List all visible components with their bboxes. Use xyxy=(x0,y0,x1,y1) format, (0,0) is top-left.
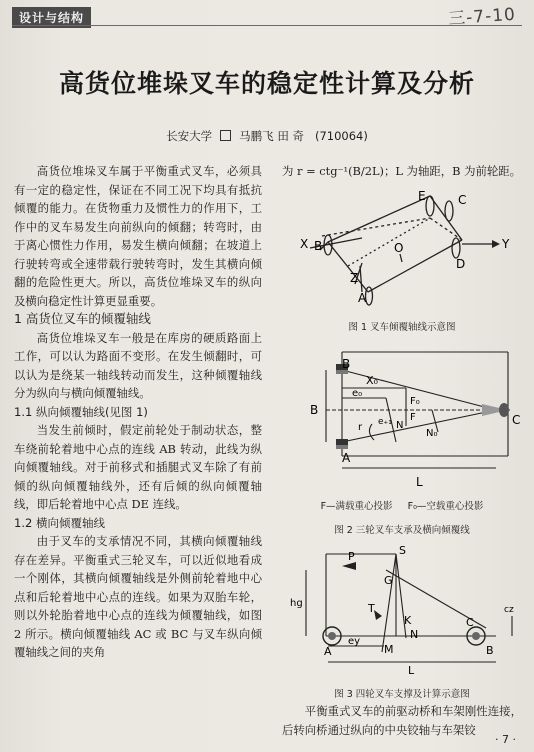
fig3-label-a: A xyxy=(324,645,332,658)
handwritten-note: 三-7-10 xyxy=(447,4,517,30)
fig1-label-x: X xyxy=(300,237,309,251)
fig2-label-f: F xyxy=(410,412,416,423)
fig3-label-m: M xyxy=(384,643,394,656)
affiliation: 长安大学 xyxy=(166,129,213,143)
fig1-label-c: C xyxy=(458,193,467,207)
fig3-label-t: T xyxy=(368,602,375,615)
fig3-label-l: L xyxy=(408,664,415,677)
left-column xyxy=(14,162,262,662)
figure-2-diagram xyxy=(286,340,522,492)
header-rule xyxy=(12,25,522,26)
fig3-label-ey: ey xyxy=(348,636,361,647)
authors: 马鹏飞 田 奇 xyxy=(239,129,304,143)
section-1-paragraph: 高货位堆垛叉车一般是在库房的硬质路面上工作，可以认为路面不变形。在发生倾翻时，可以认为是绕某一轴线转动而发生，这种倾覆轴线分为纵向与横向倾覆轴线。 xyxy=(14,330,262,400)
section-tag: 设计与结构 xyxy=(12,7,91,28)
separator-box xyxy=(220,130,231,141)
fig3-label-s: S xyxy=(399,544,406,557)
fig2-label-r: r xyxy=(358,422,363,433)
fig3-label-n: N xyxy=(410,628,419,641)
fig3-label-g: G xyxy=(384,574,393,587)
fig3-label-k: K xyxy=(404,614,412,627)
fig3-label-p: P xyxy=(348,550,355,563)
fig2-label-e1: e₊₁ xyxy=(378,417,392,427)
fig2-label-f0: F₀ xyxy=(410,396,420,407)
formula-line: 为 r = ctg⁻¹(B/2L)；L 为轴距，B 为前轮距。 xyxy=(282,164,522,178)
fig1-label-d: D xyxy=(456,257,466,271)
legend-f: F—满载重心投影 xyxy=(320,501,393,512)
fig3-label-c: C xyxy=(466,616,474,629)
figure-1-diagram xyxy=(290,188,516,312)
bottom-paragraph xyxy=(282,702,522,739)
figure-3-caption: 图 3 四轮叉车支撑及计算示意图 xyxy=(334,689,470,700)
article-title: 高货位堆垛叉车的稳定性计算及分析 xyxy=(58,69,475,98)
fig3-label-hg: hg xyxy=(290,598,303,609)
fig1-label-a: A xyxy=(358,291,367,305)
figure-3-diagram xyxy=(286,540,522,680)
subsection-1-1-paragraph: 当发生前倾时，假定前轮处于制动状态，整车绕前轮着地中心点的连线 AB 转动，此线为纵向倾覆轴线。对于前移式和插腿式叉车除了有前倾的纵向倾覆轴线外，还有后倾的纵向倾覆轴线，即后轮着地中心点 DE 连线。 xyxy=(14,423,262,511)
postcode: (710064) xyxy=(314,129,368,143)
page-number: · 7 · xyxy=(495,733,516,746)
legend-f0: F₀—空载重心投影 xyxy=(407,501,484,512)
fig2-label-x0: X₀ xyxy=(366,374,378,387)
fig2-label-b: B xyxy=(342,357,351,371)
fig1-label-e: E xyxy=(418,189,426,203)
fig1-label-o: O xyxy=(394,241,404,255)
bottom-paragraph-text: 平衡重式叉车的前驱动桥和车架刚性连接，后转向桥通过纵向的中央铰轴与车架铰 xyxy=(282,704,522,737)
author-line xyxy=(0,128,534,144)
fig1-label-b: B xyxy=(314,239,323,253)
fig2-label-n: N xyxy=(396,420,404,431)
fig2-label-l: L xyxy=(416,475,423,489)
fig2-label-c: C xyxy=(512,413,521,427)
intro-paragraph: 高货位堆垛叉车属于平衡重式叉车，必须具有一定的稳定性，保证在不同工况下均具有抵抗倾覆的能力。在货物重力及惯性力的作用下，工作中的叉车易发生向前纵向的倾翻；转弯时，由于离心惯性力作用，易发生横向倾翻；在坡道上行驶转弯或全速带载行驶转弯时，发生其横向倾翻的危险性更大。所以，高货位堆垛叉车的纵向及横向稳定性计算更显重要。 xyxy=(14,164,262,308)
fig2-label-a: A xyxy=(342,451,351,465)
figure-2-caption: 图 2 三轮叉车支承及横向倾覆线 xyxy=(334,525,470,536)
figure-1-caption: 图 1 叉车倾覆轴线示意图 xyxy=(348,322,456,333)
fig1-label-z: Z xyxy=(350,271,359,285)
fig3-label-b: B xyxy=(486,644,494,657)
subsection-1-1-heading: 1.1 纵向倾覆轴线(见图 1) xyxy=(14,404,148,419)
fig2-label-n0: N₀ xyxy=(426,428,438,439)
fig2-side-b: B xyxy=(310,403,319,417)
fig2-label-e0: e₀ xyxy=(352,388,363,399)
fig1-label-y: Y xyxy=(502,237,510,251)
subsection-1-2-paragraph: 由于叉车的支承情况不同，其横向倾覆轴线存在差异。平衡重式三轮叉车，可以近似地看成一个刚体，其横向倾覆轴线是外侧前轮着地中心点和后轮着地中心点的连线。如果为双胎车轮，则以外轮胎着地中心点的连线为倾覆轴线，如图 2 所示。横向倾覆轴线 AC 或 BC 与叉车纵向倾覆轴线之间的夹角 xyxy=(14,534,262,659)
fig3-label-cz: cz xyxy=(504,605,514,615)
section-1-heading: 1 高货位叉车的倾覆轴线 xyxy=(14,311,151,326)
figure-2-legend xyxy=(282,498,522,512)
subsection-1-2-heading: 1.2 横向倾覆轴线 xyxy=(14,515,105,530)
